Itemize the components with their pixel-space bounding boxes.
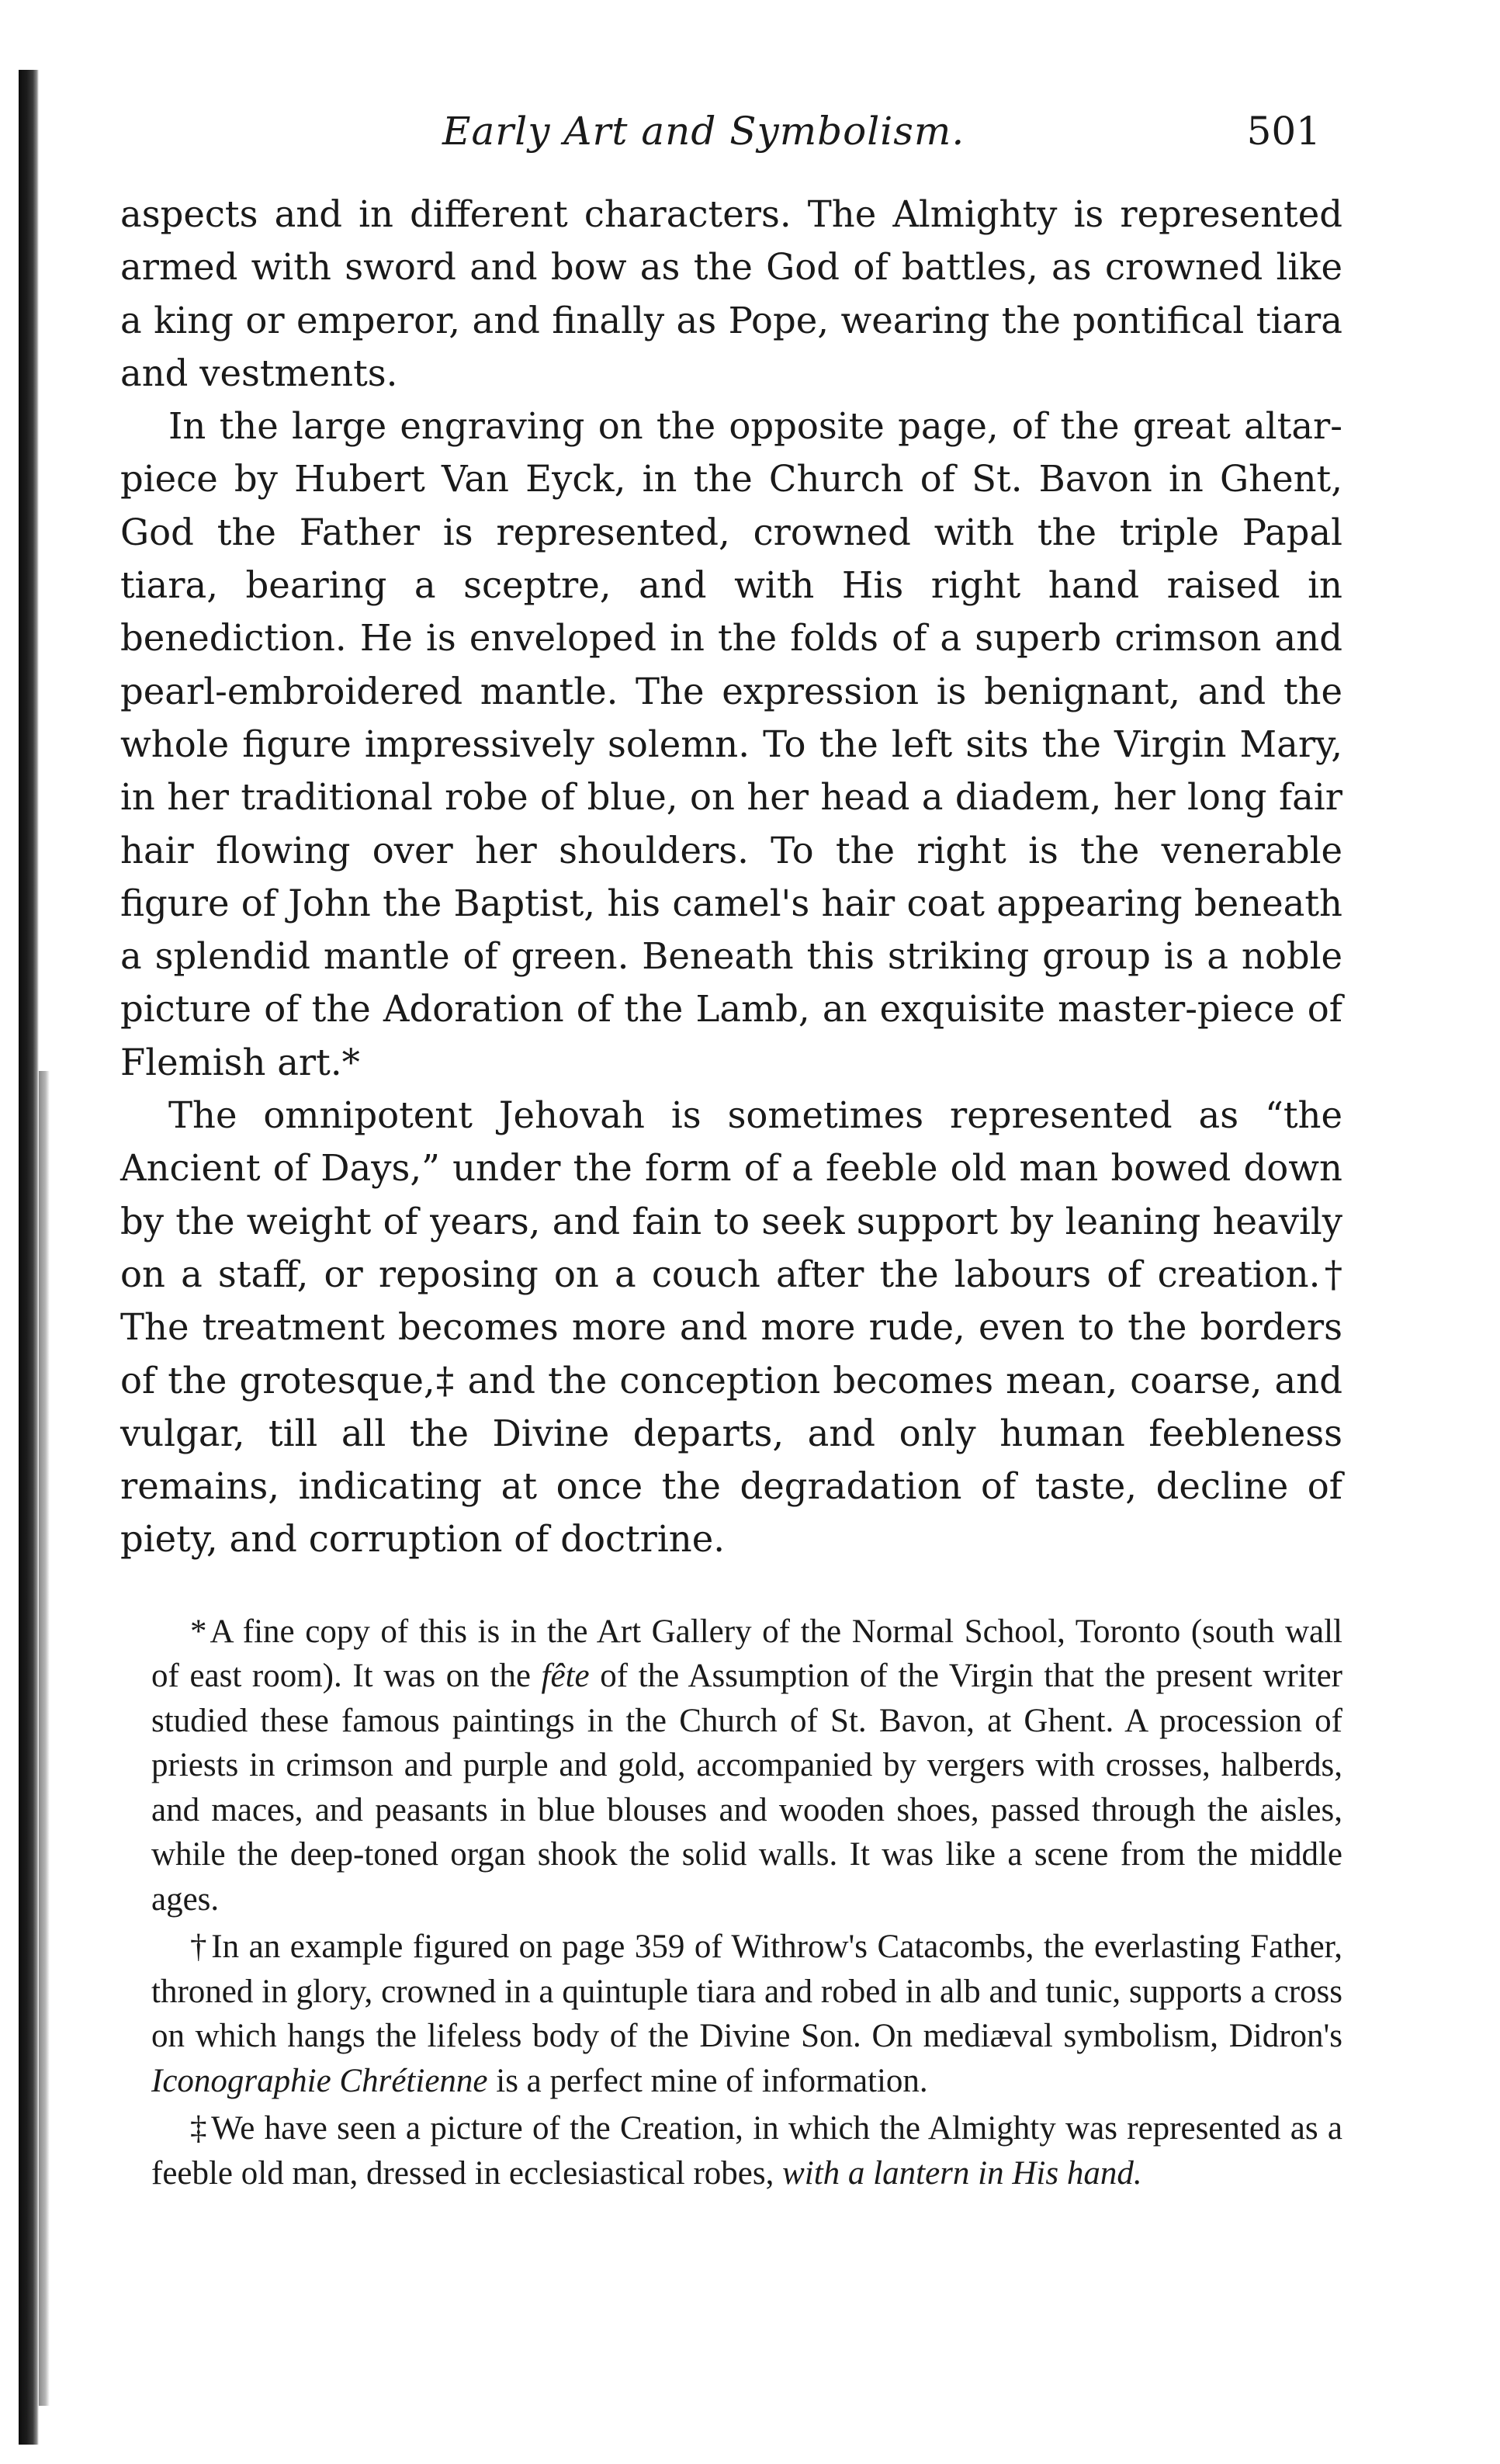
- footnote-mark: †: [190, 1929, 209, 1966]
- paragraph-1: aspects and in different characters. The Almighty is represented armed with sword and bow as the God of battles, as crowned like a king or emperor, and finally as Pope, wearing the pontifical tiara and vestments.: [120, 193, 1342, 394]
- footnote-mark: ‡: [190, 2110, 209, 2147]
- footnote-text: In an example figured on page 359 of Withrow's Catacombs, the everlasting Father, throned in glory, crowned in a quintuple tiara and robed in alb and tunic, supports a cross on which hangs the lifeless body of the Divine Son. On mediæval symbolism, Didron's: [151, 1929, 1342, 2055]
- book-page: [120, 109, 1342, 2195]
- footnote-2: [151, 1925, 1342, 2103]
- footnote-text: of the Assumption of the Virgin that the present writer studied these famous paintings in the Church of St. Bavon, at Ghent. A procession of priests in crimson and purple and gold, accompanied by vergers with crosses, halberds, and maces, and peasants in blue blouses and wooden shoes, passed through the aisles, while the deep-toned organ shook the solid walls. It was like a scene from the middle ages.: [151, 1658, 1342, 1918]
- paragraph-2: In the large engraving on the opposite page, of the great altar-piece by Hubert Van Eyck, in the Church of St. Bavon in Ghent, God the Father is represented, crowned with the triple Papal tiara, bearing a sceptre, and with His right hand raised in benediction. He is enveloped in the folds of a superb crimson and pearl-embroidered mantle. The expression is benignant, and the whole figure impressively solemn. To the left sits the Virgin Mary, in her traditional robe of blue, on her head a diadem, her long fair hair flowing over her shoulders. To the right is the venerable figure of John the Baptist, his camel's hair coat appearing beneath a splendid mantle of green. Beneath this striking group is a noble picture of the Adoration of the Lamb, an exquisite master-piece of Flemish art.*: [120, 405, 1342, 1083]
- footnote-text: is a perfect mine of information.: [496, 2062, 928, 2099]
- footnotes: [120, 1610, 1342, 2196]
- body-text: [120, 188, 1342, 1566]
- footnote-mark: *: [190, 1613, 207, 1650]
- running-head: Early Art and Symbolism.: [442, 109, 965, 154]
- footnote-italic: with a lantern in His hand.: [782, 2154, 1142, 2192]
- book-binding-edge: [19, 70, 39, 2445]
- footnote-3: [151, 2106, 1342, 2195]
- paragraph-3: The omnipotent Jehovah is sometimes represented as “the Ancient of Days,” under the form of a feeble old man bowed down by the weight of years, and fain to seek support by leaning heavily on a staff, or reposing on a couch after the labours of creation.† The treatment becomes more and more rude, even to the borders of the grotesque,‡ and the conception becomes mean, coarse, and vulgar, till all the Divine departs, and only human feebleness remains, indicating at once the degradation of taste, decline of piety, and corruption of doctrine.: [120, 1094, 1342, 1561]
- page-number: 501: [1246, 109, 1321, 154]
- book-binding-shadow: [39, 1071, 50, 2406]
- page-header: [120, 109, 1342, 171]
- footnote-italic: fête: [541, 1658, 590, 1695]
- footnote-italic: Iconographie Chrétienne: [151, 2062, 488, 2099]
- footnote-text: A fine copy of this is in the Art Gallery of the Normal School, Toronto (south wall of east room). It was on the: [151, 1613, 1342, 1695]
- footnote-1: [151, 1610, 1342, 1922]
- footnote-text: We have seen a picture of the Creation, in which the Almighty was represented as a feeble old man, dressed in ecclesiastical robes,: [151, 2110, 1342, 2192]
